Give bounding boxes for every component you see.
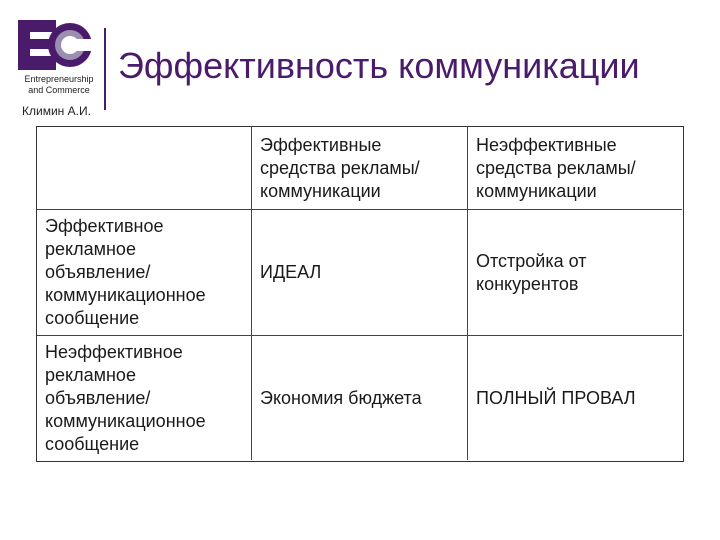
author-name: Климин А.И.	[22, 104, 91, 118]
logo-line-1: Entrepreneurship	[24, 74, 94, 84]
slide-title: Эффективность коммуникации	[118, 45, 640, 86]
effectiveness-table	[36, 126, 684, 462]
cell-total-failure: ПОЛНЫЙ ПРОВАЛ	[476, 387, 636, 408]
header-ineffective-media: Неэффективные средства рекламы/ коммуникации	[476, 134, 636, 201]
cell-budget-saving: Экономия бюджета	[260, 387, 422, 408]
ec-logo	[14, 18, 102, 96]
title-divider	[104, 28, 106, 110]
row-label-effective-message: Эффективное рекламное объявление/ коммуникационное сообщение	[45, 216, 206, 328]
logo-line-2: and Commerce	[28, 85, 90, 95]
ec-logo-icon	[16, 18, 96, 74]
logo-caption	[14, 74, 104, 96]
header-empty	[37, 127, 251, 209]
row-label-ineffective-message: Неэффективное рекламное объявление/ коммуникационное сообщение	[45, 341, 206, 454]
cell-ideal: ИДЕАЛ	[260, 262, 322, 282]
cell-differentiation: Отстройка от конкурентов	[476, 250, 587, 294]
header-effective-media: Эффективные средства рекламы/ коммуникации	[260, 134, 420, 201]
